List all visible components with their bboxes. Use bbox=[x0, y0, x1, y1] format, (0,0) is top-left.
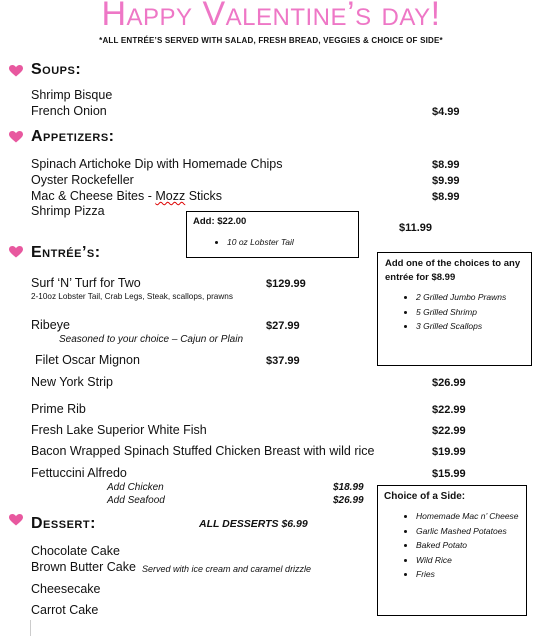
lobster-box-title: Add: $22.00 bbox=[193, 216, 247, 227]
page-subtitle: *ALL ENTRÉE’S SERVED WITH SALAD, FRESH BREAD, VEGGIES & CHOICE OF SIDE* bbox=[99, 36, 443, 45]
menu-item-shrimp-bisque: Shrimp Bisque bbox=[31, 88, 113, 102]
sides-box-title: Choice of a Side: bbox=[384, 491, 466, 502]
menu-item-bacon-chicken: Bacon Wrapped Spinach Stuffed Chicken Breast with wild rice bbox=[31, 444, 375, 458]
menu-item-fettuccini: Fettuccini Alfredo bbox=[31, 466, 127, 480]
lobster-box-item: • 10 oz Lobster Tail bbox=[227, 235, 358, 250]
item-text: Sticks bbox=[185, 189, 223, 203]
menu-item-carrot-cake: Carrot Cake bbox=[31, 603, 99, 617]
menu-item-new-york-strip: New York Strip bbox=[31, 375, 113, 389]
menu-desc-brown-butter-cake: Served with ice cream and caramel drizzle bbox=[142, 564, 312, 574]
menu-addon-price-chicken: $18.99 bbox=[333, 482, 364, 493]
menu-price-prime-rib: $22.99 bbox=[432, 404, 466, 416]
section-heading-soups: Soups: bbox=[31, 61, 82, 78]
menu-addon-seafood: Add Seafood bbox=[107, 495, 165, 506]
heart-icon bbox=[9, 131, 23, 143]
menu-item-white-fish: Fresh Lake Superior White Fish bbox=[31, 423, 207, 437]
menu-price-shrimp-pizza: $11.99 bbox=[399, 222, 433, 234]
heart-icon bbox=[9, 514, 23, 526]
dessert-price-note: ALL DESSERTS $6.99 bbox=[199, 518, 308, 530]
menu-item-brown-butter-cake: Brown Butter Cake bbox=[31, 560, 136, 574]
choices-box-item: • 2 Grilled Jumbo Prawns bbox=[416, 290, 531, 305]
menu-item-mac-cheese-bites bbox=[31, 189, 222, 204]
item-text-misspelled: Mozz bbox=[155, 189, 186, 203]
sides-box-item: • Garlic Mashed Potatoes bbox=[416, 524, 522, 539]
sides-box-item: • Baked Potato bbox=[416, 538, 522, 553]
lobster-addon-box bbox=[186, 211, 359, 258]
page-title: Happy Valentine’s day! bbox=[101, 0, 441, 33]
section-heading-dessert: Dessert: bbox=[31, 515, 96, 532]
sides-box-item: • Fries bbox=[416, 567, 522, 582]
menu-item-cheesecake: Cheesecake bbox=[31, 582, 101, 596]
menu-addon-chicken: Add Chicken bbox=[107, 482, 164, 493]
menu-desc-surf-turf: 2-10oz Lobster Tail, Crab Legs, Steak, scallops, prawns bbox=[31, 292, 233, 301]
entree-choices-box bbox=[377, 252, 532, 366]
menu-price-mac-cheese-bites: $8.99 bbox=[432, 191, 460, 203]
menu-price-surf-turf: $129.99 bbox=[266, 278, 306, 290]
menu-price-fettuccini: $15.99 bbox=[432, 468, 466, 480]
menu-price-bacon-chicken: $19.99 bbox=[432, 446, 466, 458]
section-heading-entrees: Entrée’s: bbox=[31, 244, 101, 261]
sides-box bbox=[377, 485, 527, 616]
menu-item-french-onion: French Onion bbox=[31, 104, 107, 118]
choices-box-item: • 3 Grilled Scallops bbox=[416, 319, 531, 334]
menu-addon-price-seafood: $26.99 bbox=[333, 495, 364, 506]
menu-item-ribeye: Ribeye bbox=[31, 318, 70, 332]
choices-box-title: Add one of the choices to any entrée for $8.99 bbox=[385, 258, 521, 283]
menu-item-spinach-dip: Spinach Artichoke Dip with Homemade Chips bbox=[31, 157, 283, 171]
sides-box-item: • Wild Rice bbox=[416, 553, 522, 568]
sides-box-item: • Homemade Mac n’ Cheese bbox=[416, 509, 522, 524]
section-heading-appetizers: Appetizers: bbox=[31, 128, 115, 145]
menu-price-new-york-strip: $26.99 bbox=[432, 377, 466, 389]
menu-item-shrimp-pizza: Shrimp Pizza bbox=[31, 204, 105, 218]
menu-item-chocolate-cake: Chocolate Cake bbox=[31, 544, 120, 558]
menu-item-oyster-rockefeller: Oyster Rockefeller bbox=[31, 173, 134, 187]
menu-item-prime-rib: Prime Rib bbox=[31, 402, 86, 416]
menu-price-ribeye: $27.99 bbox=[266, 320, 300, 332]
menu-item-surf-turf: Surf ‘N’ Turf for Two bbox=[31, 276, 141, 290]
menu-price-spinach-dip: $8.99 bbox=[432, 159, 460, 171]
heart-icon bbox=[9, 65, 23, 77]
item-text: Mac & Cheese Bites - bbox=[31, 189, 156, 203]
menu-price-french-onion: $4.99 bbox=[432, 106, 460, 118]
heart-icon bbox=[9, 246, 23, 258]
menu-desc-ribeye: Seasoned to your choice – Cajun or Plain bbox=[59, 334, 244, 345]
choices-box-item: • 5 Grilled Shrimp bbox=[416, 305, 531, 320]
menu-price-oyster-rockefeller: $9.99 bbox=[432, 175, 460, 187]
menu-price-filet-oscar: $37.99 bbox=[266, 355, 300, 367]
menu-item-filet-oscar: Filet Oscar Mignon bbox=[35, 353, 140, 367]
menu-price-white-fish: $22.99 bbox=[432, 425, 466, 437]
page-edge-line bbox=[30, 620, 31, 636]
